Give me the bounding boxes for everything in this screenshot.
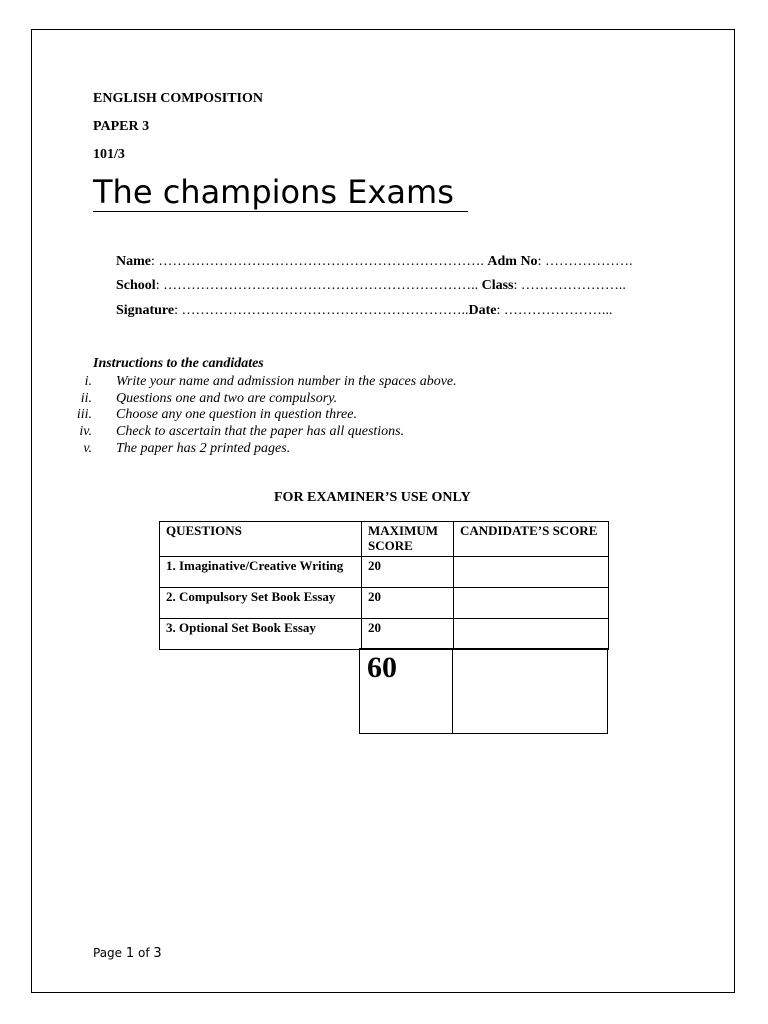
signature-label: Signature	[116, 303, 175, 318]
examiner-heading: FOR EXAMINER’S USE ONLY	[274, 490, 471, 505]
max-score-cell: 20	[362, 619, 454, 650]
instruction-item	[70, 390, 670, 407]
instruction-item	[70, 373, 670, 390]
total-max-cell	[360, 649, 453, 733]
column-header-questions: QUESTIONS	[160, 522, 362, 557]
candidate-score-cell[interactable]	[454, 557, 609, 588]
instruction-text: Choose any one question in question three.	[116, 407, 357, 422]
page-word: Page	[93, 946, 123, 960]
instruction-text: Check to ascertain that the paper has all questions.	[116, 424, 405, 439]
instruction-number: v.	[83, 441, 92, 456]
column-header-candidate-score: CANDIDATE’S SCORE	[454, 522, 609, 557]
table-header-row	[160, 522, 609, 557]
max-score-cell: 20	[362, 588, 454, 619]
name-blank[interactable]: : …………………………………………………………….	[151, 254, 488, 269]
instruction-text: Write your name and admission number in the spaces above.	[116, 374, 457, 389]
signature-field-row	[116, 303, 612, 319]
school-field-row	[116, 278, 626, 294]
table-row	[160, 619, 609, 650]
candidate-score-cell[interactable]	[454, 588, 609, 619]
instruction-text: Questions one and two are compulsory.	[116, 391, 338, 406]
adm-blank[interactable]: : ……………….	[537, 254, 633, 269]
of-word: of	[138, 946, 150, 960]
signature-blank[interactable]: : ……………………………………………………..	[174, 303, 469, 318]
instruction-number: ii.	[80, 391, 92, 406]
instruction-item	[70, 406, 670, 423]
page-footer	[93, 946, 162, 961]
subject-heading: ENGLISH COMPOSITION	[93, 91, 263, 106]
instruction-number: iii.	[76, 407, 92, 422]
total-max-score: 60	[367, 651, 397, 684]
instruction-text: The paper has 2 printed pages.	[116, 441, 291, 456]
table-row	[160, 557, 609, 588]
school-label: School	[116, 278, 156, 293]
page-number: 1	[125, 946, 135, 961]
candidate-score-cell[interactable]	[454, 619, 609, 650]
instruction-number: i.	[84, 374, 92, 389]
page-title: The champions Exams	[93, 173, 468, 212]
total-score-box	[359, 648, 608, 734]
name-field-row	[116, 254, 632, 270]
score-table	[159, 521, 609, 650]
date-label: Date	[468, 303, 497, 318]
paper-number: PAPER 3	[93, 119, 150, 134]
instruction-item	[70, 440, 670, 457]
max-score-cell: 20	[362, 557, 454, 588]
class-blank[interactable]: : …………………..	[513, 278, 626, 293]
question-cell: 2. Compulsory Set Book Essay	[160, 588, 362, 619]
school-blank[interactable]: : …………………………………………………………..	[155, 278, 482, 293]
question-cell: 1. Imaginative/Creative Writing	[160, 557, 362, 588]
name-label: Name	[116, 254, 151, 269]
date-blank[interactable]: : …………………...	[496, 303, 613, 318]
instruction-number: iv.	[79, 424, 92, 439]
paper-code: 101/3	[93, 147, 125, 162]
adm-label: Adm No	[487, 254, 538, 269]
instruction-item	[70, 423, 670, 440]
table-row	[160, 588, 609, 619]
class-label: Class	[481, 278, 514, 293]
total-pages: 3	[153, 946, 162, 961]
total-candidate-cell[interactable]	[453, 649, 607, 733]
question-cell: 3. Optional Set Book Essay	[160, 619, 362, 650]
instructions-heading: Instructions to the candidates	[93, 356, 264, 371]
column-header-max-score: MAXIMUM SCORE	[362, 522, 454, 557]
